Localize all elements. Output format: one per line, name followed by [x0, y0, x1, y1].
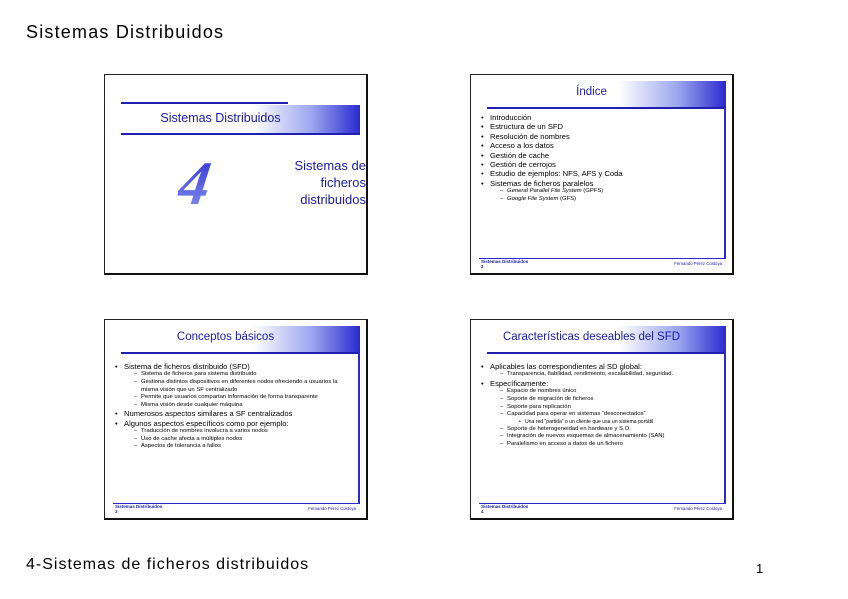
- slide-footer-author: Fernando Pérez Costoya: [674, 506, 722, 511]
- chapter-number: 4: [174, 150, 215, 218]
- slide-4: [470, 319, 734, 520]
- sub-sub-item: • Una red “partida” o un cliente que usa un sistema portátil: [519, 419, 720, 426]
- slide-title: Características deseables del SFD: [502, 331, 681, 343]
- slide-footer-author: Fernando Pérez Costoya: [674, 261, 722, 266]
- list-item: • Gestión de cerrojos: [481, 160, 720, 169]
- sub-item: – General Parallel File System (GPFS): [500, 188, 720, 196]
- list-item: • Introducción: [481, 113, 720, 122]
- sub-item: – Espacio de nombres único: [500, 388, 720, 396]
- page-title: Sistemas Distribuidos: [26, 22, 225, 42]
- slide-1: [104, 74, 368, 275]
- slide-footer-left: Sistemas Distribuidos 3: [115, 504, 163, 514]
- sub-item: – Integración de nuevos esquemas de almacenamiento (SAN): [500, 433, 720, 441]
- list-item: • Específicamente: – Espacio de nombres único – Soporte de migración de ficheros – Soporte para replicación – Capacidad para operar en sistemas “desconectados” • Una red “partida” o un cliente que usa un sistema portátil – Soporte de heterogeneidad en hardware y S.O. – Integración de nuevos esquemas de almacenamiento (SAN) – Paralelismo en acceso a datos de un fichero: [481, 379, 720, 448]
- sub-item: – Soporte de heterogeneidad en hardware y S.O.: [500, 426, 720, 434]
- content-list: [115, 362, 354, 451]
- slide-title-bar: [121, 105, 360, 135]
- slide-footer-author: Fernando Pérez Costoya: [308, 506, 356, 511]
- page-footer-title: 4-Sistemas de ficheros distribuidos: [26, 556, 310, 573]
- sub-item: – Capacidad para operar en sistemas “desconectados” • Una red “partida” o un cliente que usa un sistema portátil: [500, 411, 720, 425]
- page-number: 1: [756, 561, 764, 576]
- slide-title-bar: [487, 81, 726, 109]
- list-item: • Numerosos aspectos similares a SF centralizados: [115, 409, 354, 418]
- slide-title-bar: [121, 326, 360, 354]
- slide-title: Índice: [576, 86, 607, 98]
- sub-item: – Gestiona distintos dispositivos en diferentes nodos ofreciendo a usuarios la misma visión que un SF centralizado: [134, 379, 354, 394]
- list-item: • Acceso a los datos: [481, 141, 720, 150]
- sub-item: – Aspectos de tolerancia a fallos: [134, 443, 354, 451]
- sub-item: – Permite que usuarios compartan información de forma transparente: [134, 394, 354, 402]
- sub-item: – Misma visión desde cualquier máquina: [134, 402, 354, 410]
- list-item: • Gestión de cache: [481, 151, 720, 160]
- slide-title-bar: [487, 326, 726, 354]
- sub-item: – Soporte para replicación: [500, 404, 720, 412]
- sub-item: – Traducción de nombres involucra a varios nodos: [134, 428, 354, 436]
- list-item: • Sistemas de ficheros paralelos – General Parallel File System (GPFS) – Google File System (GFS): [481, 179, 720, 204]
- slide-title: Conceptos básicos: [176, 331, 275, 343]
- sub-item: – Uso de cache afecta a múltiples nodos: [134, 436, 354, 444]
- index-list: [481, 113, 720, 203]
- sub-item: – Sistema de ficheros para sistema distribuido: [134, 371, 354, 379]
- sub-item: – Google File System (GFS): [500, 196, 720, 204]
- list-item: • Estudio de ejemplos: NFS, AFS y Coda: [481, 169, 720, 178]
- list-item: • Algunos aspectos específicos como por ejemplo: – Traducción de nombres involucra a varios nodos – Uso de cache afecta a múltiples nodos – Aspectos de tolerancia a fallos: [115, 419, 354, 451]
- slide-3: [104, 319, 368, 520]
- slide-footer-left: Sistemas Distribuidos 2: [481, 259, 529, 269]
- list-item: • Sistema de ficheros distribuido (SFD) – Sistema de ficheros para sistema distribuido – Gestiona distintos dispositivos en diferentes nodos ofreciendo a usuarios la misma visión que un SF centralizado – Permite que usuarios compartan información de forma transparente – Misma visión desde cualquier máquina: [115, 362, 354, 409]
- chapter-title: Sistemas de ficheros distribuidos: [294, 158, 366, 207]
- slide-2: [470, 74, 734, 275]
- content-list: [481, 362, 720, 448]
- slide-bar-title: Sistemas Distribuidos: [160, 111, 281, 125]
- sub-item: – Soporte de migración de ficheros: [500, 396, 720, 404]
- list-item: • Aplicables las correspondientes al SD global: – Transparencia, fiabilidad, rendimiento, escalabilidad, seguridad.: [481, 362, 720, 379]
- list-item: • Estructura de un SFD: [481, 122, 720, 131]
- slide-footer-left: Sistemas Distribuidos 4: [481, 504, 529, 514]
- sub-item: – Transparencia, fiabilidad, rendimiento, escalabilidad, seguridad.: [500, 371, 720, 379]
- list-item: • Resolución de nombres: [481, 132, 720, 141]
- sub-item: – Paralelismo en acceso a datos de un fichero: [500, 441, 720, 449]
